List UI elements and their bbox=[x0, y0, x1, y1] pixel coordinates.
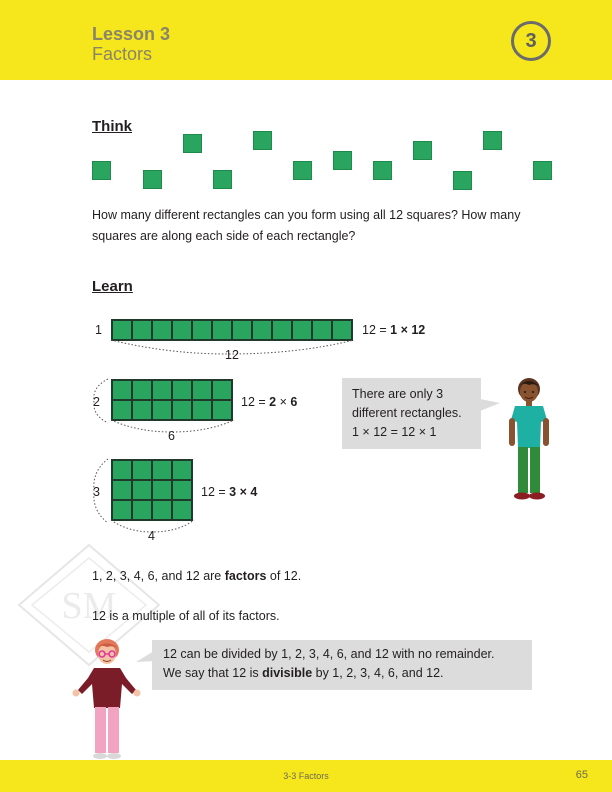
rect1-side-label: 1 bbox=[95, 323, 102, 337]
learn-heading: Learn bbox=[92, 278, 133, 295]
rect3-side-brace bbox=[90, 457, 110, 525]
square bbox=[483, 131, 502, 150]
square bbox=[253, 131, 272, 150]
footer-section-label: 3-3 Factors bbox=[283, 771, 329, 781]
girl-speech-line: 12 can be divided by 1, 2, 3, 4, 6, and 12 with no remainder. bbox=[163, 647, 495, 661]
page-footer bbox=[0, 760, 612, 792]
square bbox=[183, 134, 202, 153]
square bbox=[213, 170, 232, 189]
rectangle-3x4 bbox=[111, 459, 193, 521]
rect2-side-brace bbox=[90, 377, 110, 425]
boy-speech-line: different rectangles. bbox=[352, 406, 462, 420]
svg-text:SM: SM bbox=[61, 585, 117, 627]
rectangle-2x6 bbox=[111, 379, 233, 421]
rect1-bottom-label: 12 bbox=[225, 348, 239, 362]
page-header bbox=[0, 0, 612, 80]
lesson-number-badge: 3 bbox=[511, 21, 551, 61]
boy-bubble-tail bbox=[480, 395, 502, 417]
rect3-bottom-label: 4 bbox=[148, 529, 155, 543]
square bbox=[293, 161, 312, 180]
rect1-equation: 12 = 1 × 12 bbox=[362, 323, 426, 337]
girl-speech-line: We say that 12 is divisible by 1, 2, 3, 4, 6, and 12. bbox=[163, 666, 444, 680]
boy-character-illustration bbox=[503, 376, 555, 502]
rect3-side-label: 3 bbox=[93, 485, 100, 499]
square bbox=[143, 170, 162, 189]
think-question: How many different rectangles can you form using all 12 squares? How many squares are along each side of each rectangle? bbox=[92, 208, 521, 243]
square bbox=[92, 161, 111, 180]
page-number: 65 bbox=[575, 769, 588, 781]
rect3-equation: 12 = 3 × 4 bbox=[201, 485, 258, 499]
rect2-side-label: 2 bbox=[93, 395, 100, 409]
lesson-label: Lesson 3 bbox=[92, 24, 171, 44]
boy-speech-line: There are only 3 bbox=[352, 387, 444, 401]
square bbox=[373, 161, 392, 180]
multiple-statement: 12 is a multiple of all of its factors. bbox=[92, 609, 280, 623]
rect2-bottom-label: 6 bbox=[168, 429, 175, 443]
square bbox=[333, 151, 352, 170]
lesson-title: Factors bbox=[92, 44, 153, 64]
square bbox=[413, 141, 432, 160]
boy-speech-line: 1 × 12 = 12 × 1 bbox=[352, 425, 437, 439]
rect2-equation: 12 = 2 × 6 bbox=[241, 395, 298, 409]
square bbox=[533, 161, 552, 180]
boy-speech-bubble bbox=[342, 378, 481, 449]
factors-statement: 1, 2, 3, 4, 6, and 12 are factors of 12. bbox=[92, 569, 302, 583]
square bbox=[453, 171, 472, 190]
girl-character-illustration bbox=[70, 638, 150, 760]
girl-speech-bubble bbox=[152, 640, 532, 690]
think-heading: Think bbox=[92, 118, 132, 135]
